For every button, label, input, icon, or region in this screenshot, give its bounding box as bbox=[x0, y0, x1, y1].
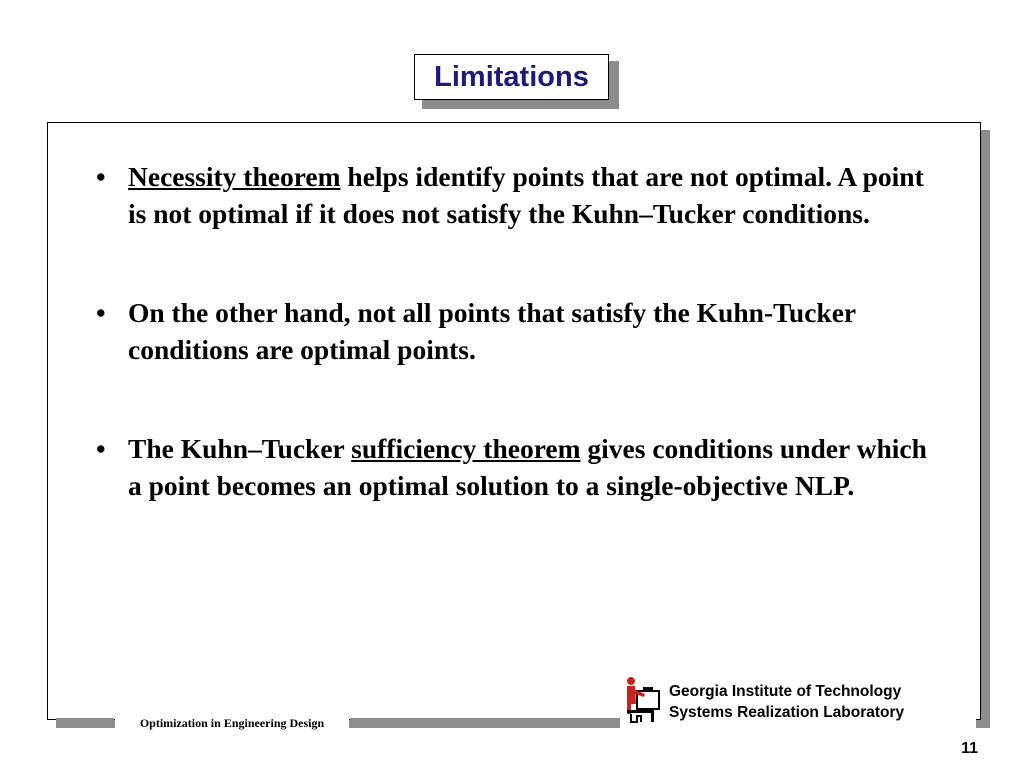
bullet-text-underlined: sufficiency theorem bbox=[351, 433, 581, 464]
bullet-item bbox=[96, 430, 946, 504]
bullet-text: helps identify points that are not optimal. A point is not optimal if it does not satisfy the Kuhn–Tucker conditions. bbox=[128, 161, 924, 229]
footer-bar-right bbox=[350, 718, 620, 727]
bullet-text: The Kuhn–Tucker bbox=[128, 433, 352, 464]
lab-name: Systems Realization Laboratory bbox=[669, 704, 905, 721]
footer-bar-left bbox=[56, 718, 114, 727]
bullet-text-underlined: Necessity theorem bbox=[128, 161, 341, 192]
title-box bbox=[414, 54, 609, 100]
bullet-item bbox=[96, 294, 946, 368]
page-number: 11 bbox=[961, 740, 978, 757]
bullet-dot: • bbox=[96, 161, 106, 192]
bullet-text: On the other hand, not all points that satisfy the Kuhn-Tucker conditions are optimal points. bbox=[128, 297, 856, 365]
bullet-item bbox=[96, 158, 946, 232]
bullet-dot: • bbox=[96, 433, 106, 464]
institution-name: Georgia Institute of Technology bbox=[669, 683, 902, 700]
slide-title: Limitations bbox=[434, 60, 589, 93]
georgia-tech-srl-logo-icon bbox=[623, 674, 665, 724]
footer-course-title: Optimization in Engineering Design bbox=[115, 713, 349, 733]
bullet-dot: • bbox=[96, 297, 106, 328]
bullet-list bbox=[96, 158, 946, 566]
bullet-text: gives conditions under which a point becomes an optimal solution to a single-objective NLP. bbox=[128, 433, 927, 501]
